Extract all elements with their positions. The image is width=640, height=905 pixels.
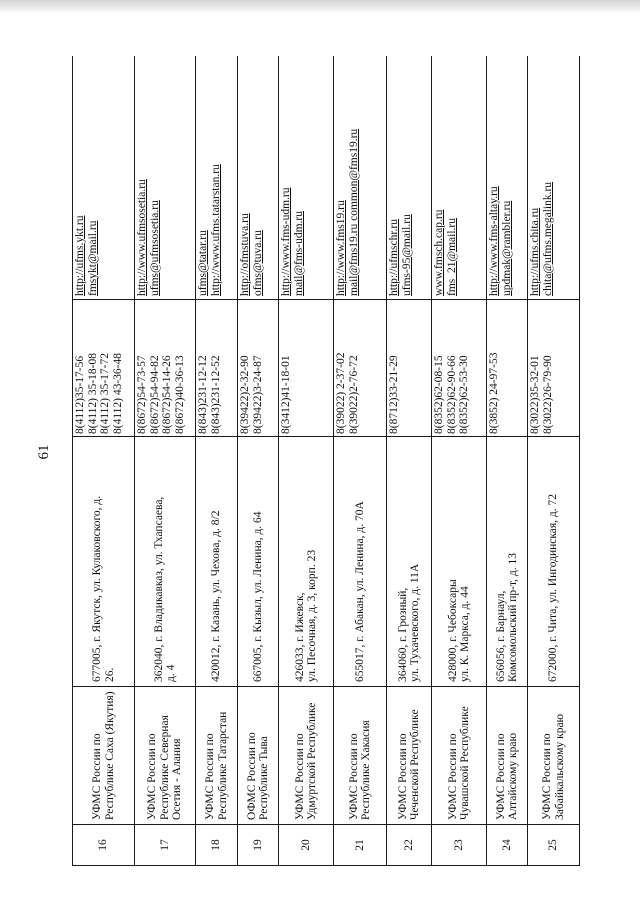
web-link[interactable]: ufms@ufmsosetia.ru [148, 200, 161, 296]
phones-cell [279, 300, 334, 437]
office-name-line: Республике Саха (Якутия) [103, 691, 116, 820]
phones-cell [432, 300, 487, 437]
web-link[interactable]: http://www.fms-udm.ru [280, 187, 292, 296]
address-cell [279, 437, 334, 687]
phones-line: 8(4112) 35-17-72 [99, 352, 111, 434]
phones-line: 8(3852) 24-97-53 [488, 352, 500, 434]
table-row [238, 56, 279, 866]
office-name-line: УФМС России по [494, 733, 507, 820]
rotated-table-container [72, 56, 593, 866]
web-link[interactable]: http://ufms.chita.ru [529, 207, 541, 296]
office-name-line: ОФМС России по [245, 732, 258, 820]
office-name-cell [334, 687, 387, 825]
phones-line: 8(8672)54-73-57 [136, 355, 148, 434]
address-cell [487, 437, 528, 687]
phones-cell [73, 300, 135, 437]
phones-cell [487, 300, 528, 437]
web-link[interactable]: http://ofmstuva.ru [239, 213, 251, 296]
office-name-line: УФМС России по [146, 733, 159, 820]
address-line: 26. [103, 667, 116, 682]
table-row [432, 56, 487, 866]
phones-line: 8(4112)35-17-56 [74, 355, 86, 434]
web-email-cell [487, 56, 528, 300]
table-row [196, 56, 238, 866]
address-cell [334, 437, 387, 687]
office-name-cell [73, 687, 135, 825]
office-name-cell [135, 687, 196, 825]
address-line: 677005, г. Якутск, ул. Кулаковского, д. [91, 495, 103, 682]
office-name-line: Осетия - Алания [171, 738, 184, 820]
phones-line: 8(3412)41-18-01 [280, 355, 292, 434]
table-row [279, 56, 334, 866]
office-name-cell [487, 687, 528, 825]
office-name-line: Удмуртской Республике [306, 702, 318, 820]
phones-line: 8(3022)35-32-01 [529, 355, 541, 434]
phones-line: 8(8352)62-08-15 [433, 355, 445, 434]
address-line: 656056, г. Барнаул, [494, 590, 507, 682]
office-name-cell [528, 687, 580, 825]
web-link[interactable]: fms_21@mail.ru [445, 218, 458, 296]
web-link[interactable]: http://www.ufms.tatarstan.ru [209, 164, 222, 296]
phones-line: 8(8672)54-94-82 [148, 355, 161, 434]
web-link[interactable]: mail@fms-udm.ru [292, 210, 305, 296]
web-email-cell [279, 56, 334, 300]
table-row [135, 56, 196, 866]
phones-cell [238, 300, 279, 437]
phones-line: 8(39422)3-24-87 [251, 355, 264, 434]
web-email-cell [432, 56, 487, 300]
address-cell [238, 437, 279, 687]
office-name-cell [196, 687, 238, 825]
row-number-cell: 24 [487, 825, 528, 866]
web-link[interactable]: http://www.fms19.ru [335, 200, 347, 296]
phones-line: 8(4112) 43-36-48 [111, 352, 124, 434]
phones-line: 8(4112) 35-18-08 [86, 352, 99, 434]
phones-line: 8(843)231-12-52 [209, 355, 222, 434]
address-line: 672000, г. Чита, ул. Ингодинская, д. 72 [547, 493, 560, 682]
table-row [487, 56, 528, 866]
web-link[interactable]: ufms@tatar.ru [197, 230, 209, 296]
address-line: Комсомольский пр-т, д. 13 [507, 552, 519, 682]
phones-line: 8(39022)2-76-72 [347, 355, 360, 434]
address-line: 420012, г. Казань, ул. Чехова, д. 8/2 [210, 510, 223, 682]
scan-edge-shadow [0, 0, 640, 14]
web-email-cell [334, 56, 387, 300]
address-line: д. 4 [165, 664, 177, 682]
table-row [73, 56, 135, 866]
office-name-cell [432, 687, 487, 825]
address-cell [387, 437, 432, 687]
web-link[interactable]: ufms-95@mail.ru [400, 214, 413, 296]
office-name-line: УФМС России по [347, 733, 360, 820]
table-row [528, 56, 580, 866]
web-link[interactable]: fmsykt@mail.ru [86, 220, 99, 296]
row-number-cell: 23 [432, 825, 487, 866]
office-name-line: Республике Татарстан [216, 711, 229, 820]
office-name-line: УФМС России по [91, 733, 103, 820]
phones-cell [387, 300, 432, 437]
web-email-cell [528, 56, 580, 300]
address-line: ул. Песочная, д. 3, корп. 23 [306, 549, 318, 682]
table-row [334, 56, 387, 866]
office-name-line: УФМС России по [204, 733, 216, 820]
office-name-line: Чеченской Республике [409, 709, 421, 820]
row-number-cell: 22 [387, 825, 432, 866]
office-name-cell [238, 687, 279, 825]
table-row [387, 56, 432, 866]
row-number-cell: 16 [73, 825, 135, 866]
phones-line: 8(8672)54-14-26 [161, 355, 173, 434]
address-cell [196, 437, 238, 687]
address-cell [135, 437, 196, 687]
office-name-line: Чувашской Республике [459, 706, 471, 820]
office-name-line: УФМС России по [396, 733, 409, 820]
web-link[interactable]: http://www.fms-altay.ru [488, 186, 500, 296]
ufms-offices-table [72, 56, 580, 866]
web-link[interactable]: www.fmsch.cap.ru [433, 209, 445, 296]
web-link[interactable]: http://ufmschr.ru [388, 219, 400, 296]
office-name-cell [279, 687, 334, 825]
address-cell [432, 437, 487, 687]
office-name-line: Забайкальскому краю [553, 713, 566, 820]
office-name-line: УФМС России по [293, 733, 306, 820]
web-link[interactable]: http://www.ufmsosetia.ru [136, 179, 148, 296]
address-line: 667005, г. Кызыл, ул. Ленина, д. 64 [251, 511, 264, 682]
office-name-line: Республике Северная [158, 715, 171, 820]
web-email-cell [238, 56, 279, 300]
web-link[interactable]: updmak@rambler.ru [500, 200, 513, 296]
page-number: 61 [36, 444, 52, 460]
office-name-line: Алтайскому краю [507, 732, 519, 820]
web-link[interactable]: http://ufms.ykt.ru [74, 215, 86, 296]
web-email-cell [135, 56, 196, 300]
web-email-cell [196, 56, 238, 300]
address-line: 362040, г. Владикавказ, ул. Тхапсаева, [152, 496, 165, 682]
phones-cell [528, 300, 580, 437]
office-name-line: УФМС России по [541, 733, 553, 820]
phones-cell [334, 300, 387, 437]
row-number-cell: 19 [238, 825, 279, 866]
phones-line: 8(8352)62-53-30 [458, 355, 470, 434]
office-name-line: УФМС России по [446, 733, 459, 820]
address-line: 364060, г. Грозный, [396, 587, 409, 682]
address-line: ул. Тухачевского, д. 11А [409, 563, 421, 682]
office-name-line: Республике Тыва [258, 736, 270, 820]
row-number-cell: 25 [528, 825, 580, 866]
address-line: ул. К. Маркса, д. 44 [459, 586, 471, 682]
phones-line: 8(8352)62-90-66 [445, 355, 458, 434]
phones-line: 8(8712)33-21-29 [388, 355, 400, 434]
phones-line: 8(39422)2-32-90 [239, 355, 251, 434]
address-line: 428000, г. Чебоксары [446, 579, 459, 682]
phones-cell [135, 300, 196, 437]
row-number-cell: 17 [135, 825, 196, 866]
address-cell [528, 437, 580, 687]
phones-line: 8(3022)26-79-90 [541, 355, 554, 434]
row-number-cell: 20 [279, 825, 334, 866]
row-number-cell: 18 [196, 825, 238, 866]
phones-cell [196, 300, 238, 437]
office-name-line: Республике Хакасия [360, 720, 372, 820]
web-email-cell [387, 56, 432, 300]
phones-line: 8(843)231-12-12 [197, 355, 209, 434]
row-number-cell: 21 [334, 825, 387, 866]
phones-line: 8(8672)40-36-13 [173, 355, 186, 434]
phones-line: 8(39022) 2-37-02 [335, 352, 347, 434]
web-link[interactable]: mail@fms19.ru common@fms19.ru [347, 128, 360, 296]
table-frame [72, 56, 593, 866]
address-line: 426033, г. Ижевск, [293, 592, 306, 682]
web-link[interactable]: chita@ufms.megalink.ru [541, 181, 554, 296]
address-line: 655017, г. Абакан, ул. Ленина, д. 70А [353, 501, 366, 682]
web-link[interactable]: ofms@tuva.ru [251, 230, 264, 296]
web-email-cell [73, 56, 135, 300]
address-cell [73, 437, 135, 687]
office-name-cell [387, 687, 432, 825]
